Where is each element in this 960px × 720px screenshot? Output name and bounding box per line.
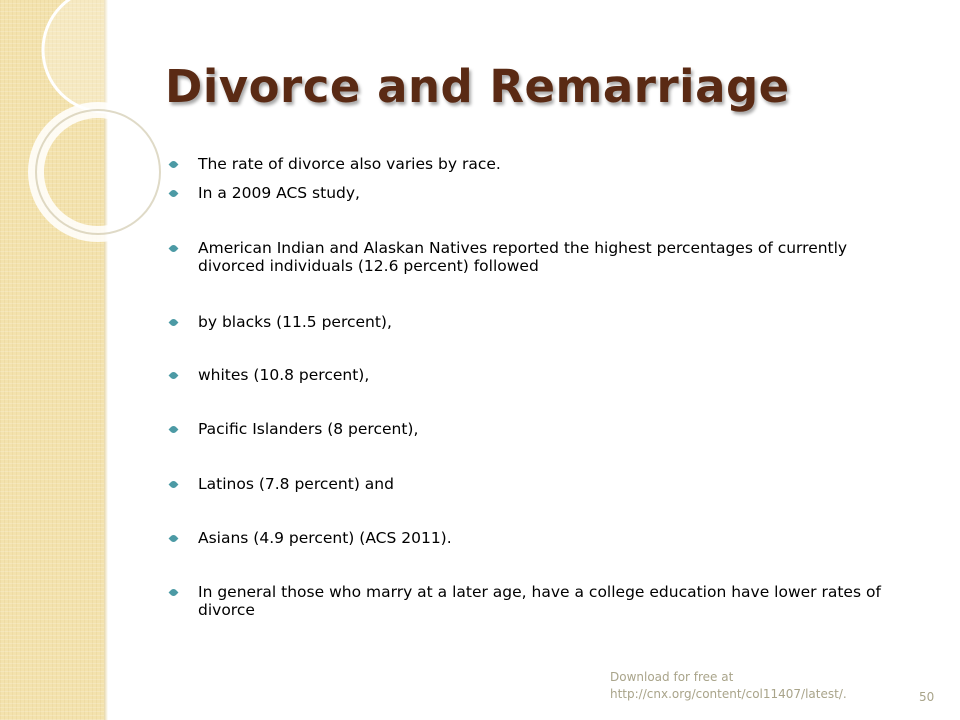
bullet-icon [169, 588, 179, 598]
bullet-text: In general those who marry at a later age, have a college education have lower rates of divorce [198, 583, 881, 619]
bullet-text: Asians (4.9 percent) (ACS 2011). [198, 529, 452, 547]
decorative-large-circle [43, 0, 167, 112]
bullet-text: by blacks (11.5 percent), [198, 313, 392, 331]
bullet-text: whites (10.8 percent), [198, 366, 370, 384]
bullet-item [170, 239, 910, 275]
bullet-item [170, 155, 910, 173]
bullet-icon [169, 371, 179, 381]
bullet-icon [169, 160, 179, 170]
bullet-icon [169, 318, 179, 328]
decorative-circles [0, 0, 200, 240]
bullet-item [170, 420, 910, 438]
bullet-item [170, 184, 910, 202]
footer-attribution [610, 669, 910, 703]
decorative-ring-outline [36, 110, 160, 234]
bullet-item [170, 475, 910, 493]
bullet-item [170, 366, 910, 384]
bullet-icon [169, 244, 179, 254]
bullet-item [170, 583, 910, 619]
bullet-item [170, 313, 910, 331]
bullet-text: The rate of divorce also varies by race. [198, 155, 501, 173]
bullet-icon [169, 534, 179, 544]
footer-download-text: Download for free at [610, 670, 734, 684]
bullet-text: In a 2009 ACS study, [198, 184, 360, 202]
bullet-icon [169, 480, 179, 490]
bullet-icon [169, 189, 179, 199]
bullet-icon [169, 425, 179, 435]
bullet-text: Latinos (7.8 percent) and [198, 475, 394, 493]
page-number: 50 [919, 690, 935, 704]
bullet-item [170, 529, 910, 547]
footer-url-link[interactable]: http://cnx.org/content/col11407/latest/. [610, 687, 847, 701]
bullet-text: American Indian and Alaskan Natives reported the highest percentages of currently divorced individuals (12.6 percent) followed [198, 239, 848, 275]
slide-title: Divorce and Remarriage [165, 60, 790, 113]
bullet-text: Pacific Islanders (8 percent), [198, 420, 419, 438]
